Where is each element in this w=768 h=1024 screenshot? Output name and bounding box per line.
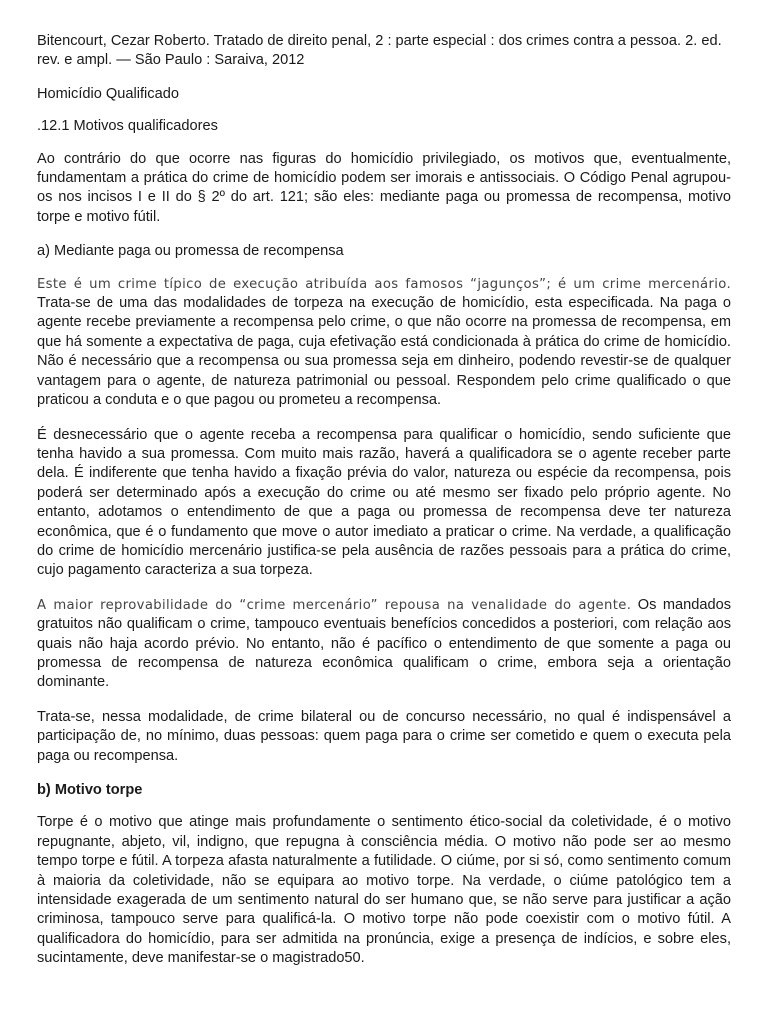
paragraph-a3 (37, 596, 731, 693)
paragraph-a3-body: Os mandados gratuitos não qualificam o crime, tampouco eventuais benefícios concedidos a posteriori, com relação aos quais não haja acordo prévio. No entanto, não é pacífico o entendimento de que somente a paga ou promessa de recompensa de natureza econômica qualificam o crime, embora seja a orientação dominante. (37, 596, 731, 691)
paragraph-a4: Trata-se, nessa modalidade, de crime bilateral ou de concurso necessário, no qual é indispensável a participação de, no mínimo, duas pessoas: quem paga para o crime ser cometido e quem o executa pela paga ou recompensa. (37, 708, 731, 764)
subsection-b-heading: b) Motivo torpe (37, 782, 143, 798)
paragraph-a3-lead: A maior reprovabilidade do “crime mercenário” repousa na venalidade do agente. (37, 597, 632, 613)
paragraph-a1 (37, 275, 731, 411)
paragraph-b1: Torpe é o motivo que atinge mais profundamente o sentimento ético-social da coletividade, é o motivo repugnante, abjeto, vil, indigno, que repugna à consciência média. O motivo não pode ser ao mesmo tempo torpe e fútil. A torpeza afasta naturalmente a futilidade. O ciúme, por si só, como sentimento comum à maioria da coletividade, não se equipara ao motivo torpe. Na verdade, o ciúme patológico tem a intensidade exagerada de um sentimento natural do ser humano que, se não serve para justificar a ação criminosa, tampouco serve para qualificá-la. O motivo torpe não pode coexistir com o motivo fútil. A qualificadora do homicídio, para ser admitida na pronúncia, exige a presença de indícios, e sobre eles, sucintamente, deve manifestar-se o magistrado50. (37, 814, 731, 967)
intro-paragraph: Ao contrário do que ocorre nas figuras do homicídio privilegiado, os motivos que, eventualmente, fundamentam a prática do crime de homicídio podem ser imorais e antissociais. O Código Penal agrupou-os nos incisos I e II do § 2º do art. 121; são eles: mediante paga ou promessa de recompensa, motivo torpe e motivo fútil. (37, 150, 731, 225)
paragraph-a2: É desnecessário que o agente receba a recompensa para qualificar o homicídio, sendo suficiente que tenha havido a sua promessa. Com muito mais razão, haverá a qualificadora se o agente receber parte dela. É indiferente que tenha havido a fixação prévia do valor, natureza ou espécie da recompensa, pois poderá ser determinado após a execução do crime ou até mesmo ser fixado pelo próprio agente. No entanto, adotamos o entendimento de que a paga ou promessa de recompensa deve ter natureza econômica, que é o fundamento que move o autor imediato a praticar o crime. Na verdade, a qualificação do crime de homicídio mercenário justifica-se pela ausência de razões pessoais para a prática do crime, cujo pagamento caracteriza a sua torpeza. (37, 426, 731, 579)
paragraph-a1-lead: Este é um crime típico de execução atribuída aos famosos “jagunços”; é um crime mercenário. (37, 276, 731, 292)
subsection-a-heading: a) Mediante paga ou promessa de recompensa (37, 243, 344, 260)
section-heading: .12.1 Motivos qualificadores (37, 118, 218, 135)
document-title: Homicídio Qualificado (37, 85, 179, 102)
paragraph-a1-body: Trata-se de uma das modalidades de torpeza na execução de homicídio, esta especificada. Na paga o agente recebe previamente a recompensa pelo crime, o que não ocorre na promessa de recompensa, em que há somente a expectativa de paga, cuja efetivação está condicionada à prática do crime de homicídio. Não é necessário que a recompensa ou sua promessa seja em dinheiro, podendo revestir-se de qualquer vantagem para o agente, de natureza patrimonial ou pessoal. Respondem pelo crime qualificado o que praticou a conduta e o que pagou ou prometeu a recompensa. (37, 295, 731, 409)
bibliographic-reference: Bitencourt, Cezar Roberto. Tratado de direito penal, 2 : parte especial : dos crimes contra a pessoa. 2. ed. rev. e ampl. — São Paulo : Saraiva, 2012 (37, 33, 722, 69)
